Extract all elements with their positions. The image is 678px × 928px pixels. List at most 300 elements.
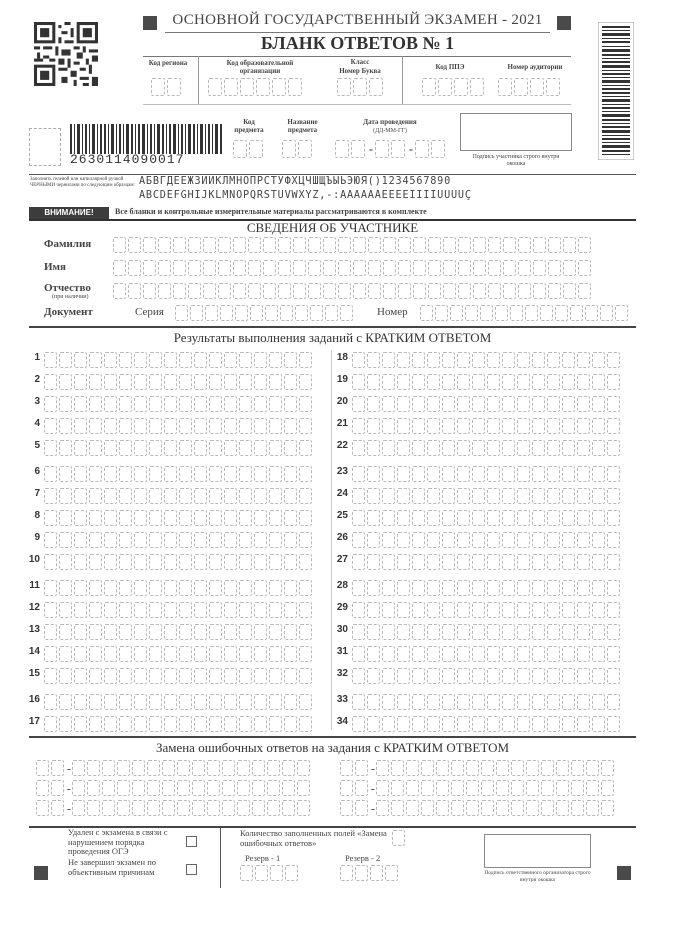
answer-cell[interactable]	[239, 510, 252, 526]
answer-cell[interactable]	[592, 668, 605, 684]
input-cell[interactable]	[158, 283, 171, 299]
answer-cell[interactable]	[352, 352, 365, 368]
answer-cell[interactable]	[487, 646, 500, 662]
answer-cell[interactable]	[547, 488, 560, 504]
answer-cell[interactable]	[397, 418, 410, 434]
answer-cell[interactable]	[517, 532, 530, 548]
answer-cell[interactable]	[104, 554, 117, 570]
replacement-cell[interactable]	[436, 780, 449, 796]
answer-cell[interactable]	[59, 418, 72, 434]
input-cell[interactable]	[188, 237, 201, 253]
input-cell[interactable]	[263, 260, 276, 276]
input-cell[interactable]	[293, 237, 306, 253]
replacement-cell[interactable]	[355, 800, 368, 816]
input-cell[interactable]	[158, 260, 171, 276]
replacement-cell[interactable]	[192, 800, 205, 816]
replacement-cell[interactable]	[147, 800, 160, 816]
region-code-cells[interactable]	[151, 78, 183, 96]
replacement-cell[interactable]	[571, 760, 584, 776]
answer-cell[interactable]	[254, 554, 267, 570]
class-cells[interactable]	[337, 78, 385, 96]
answer-cell[interactable]	[397, 532, 410, 548]
answer-cell[interactable]	[412, 466, 425, 482]
replacement-cell[interactable]	[117, 800, 130, 816]
answer-cell[interactable]	[427, 532, 440, 548]
answer-cell[interactable]	[592, 466, 605, 482]
answer-cell[interactable]	[269, 624, 282, 640]
answer-cell[interactable]	[352, 418, 365, 434]
answer-cell[interactable]	[457, 624, 470, 640]
input-cell[interactable]	[338, 283, 351, 299]
replacement-cell[interactable]	[355, 780, 368, 796]
answer-cell[interactable]	[487, 418, 500, 434]
answer-cell[interactable]	[74, 580, 87, 596]
answer-cell[interactable]	[209, 396, 222, 412]
answer-cell[interactable]	[299, 694, 312, 710]
replacement-cell[interactable]	[511, 760, 524, 776]
input-cell[interactable]	[428, 260, 441, 276]
input-cell[interactable]	[308, 283, 321, 299]
input-cell[interactable]	[503, 237, 516, 253]
answer-cell[interactable]	[104, 668, 117, 684]
answer-cell[interactable]	[577, 646, 590, 662]
answer-cell[interactable]	[472, 532, 485, 548]
answer-cell[interactable]	[607, 602, 620, 618]
answer-cell[interactable]	[397, 466, 410, 482]
input-cell[interactable]	[488, 237, 501, 253]
answer-cell[interactable]	[284, 532, 297, 548]
answer-cell[interactable]	[44, 352, 57, 368]
answer-cell[interactable]	[382, 374, 395, 390]
input-cell[interactable]	[325, 305, 338, 321]
input-cell[interactable]	[233, 237, 246, 253]
input-cell[interactable]	[473, 237, 486, 253]
answer-cell[interactable]	[299, 624, 312, 640]
replacement-cell[interactable]	[511, 800, 524, 816]
answer-cell[interactable]	[382, 580, 395, 596]
input-cell[interactable]	[263, 237, 276, 253]
answer-cell[interactable]	[134, 488, 147, 504]
answer-cell[interactable]	[562, 418, 575, 434]
answer-cell[interactable]	[382, 440, 395, 456]
answer-cell[interactable]	[517, 716, 530, 732]
replacement-task-cells[interactable]	[340, 799, 616, 817]
answer-cell[interactable]	[607, 554, 620, 570]
answer-cell[interactable]	[119, 396, 132, 412]
answer-cell[interactable]	[517, 374, 530, 390]
answer-cell[interactable]	[224, 440, 237, 456]
input-cell[interactable]	[293, 260, 306, 276]
answer-cell[interactable]	[134, 646, 147, 662]
answer-cell[interactable]	[427, 352, 440, 368]
replacement-cell[interactable]	[51, 760, 64, 776]
replacement-task-cells[interactable]	[36, 799, 312, 817]
answer-cell[interactable]	[59, 374, 72, 390]
answer-cell[interactable]	[607, 510, 620, 526]
answer-cell[interactable]	[134, 602, 147, 618]
answer-cell[interactable]	[239, 602, 252, 618]
answer-cell[interactable]	[547, 554, 560, 570]
answer-cell[interactable]	[284, 668, 297, 684]
input-cell[interactable]	[248, 237, 261, 253]
answer-cell[interactable]	[134, 668, 147, 684]
answer-cell[interactable]	[382, 602, 395, 618]
answer-cell[interactable]	[89, 352, 102, 368]
input-cell[interactable]	[525, 305, 538, 321]
answer-row[interactable]	[44, 553, 314, 571]
answer-cell[interactable]	[457, 374, 470, 390]
answer-cell[interactable]	[577, 554, 590, 570]
answer-cell[interactable]	[284, 694, 297, 710]
answer-row[interactable]	[44, 417, 314, 435]
answer-row[interactable]	[352, 601, 622, 619]
answer-cell[interactable]	[164, 488, 177, 504]
answer-cell[interactable]	[397, 716, 410, 732]
replacement-cell[interactable]	[36, 800, 49, 816]
answer-cell[interactable]	[502, 396, 515, 412]
answer-cell[interactable]	[412, 396, 425, 412]
replacement-cell[interactable]	[466, 780, 479, 796]
answer-cell[interactable]	[532, 602, 545, 618]
answer-cell[interactable]	[457, 554, 470, 570]
answer-cell[interactable]	[119, 440, 132, 456]
answer-cell[interactable]	[194, 716, 207, 732]
answer-cell[interactable]	[74, 418, 87, 434]
answer-cell[interactable]	[74, 374, 87, 390]
input-cell[interactable]	[353, 237, 366, 253]
answer-cell[interactable]	[382, 352, 395, 368]
answer-cell[interactable]	[254, 396, 267, 412]
answer-cell[interactable]	[607, 374, 620, 390]
answer-cell[interactable]	[427, 694, 440, 710]
replacement-cell[interactable]	[51, 800, 64, 816]
replacement-cell[interactable]	[162, 760, 175, 776]
answer-cell[interactable]	[382, 532, 395, 548]
answer-cell[interactable]	[397, 602, 410, 618]
answer-cell[interactable]	[517, 510, 530, 526]
answer-cell[interactable]	[134, 624, 147, 640]
answer-cell[interactable]	[382, 488, 395, 504]
answer-cell[interactable]	[89, 374, 102, 390]
answer-cell[interactable]	[284, 466, 297, 482]
answer-cell[interactable]	[472, 418, 485, 434]
input-cell[interactable]	[173, 260, 186, 276]
answer-cell[interactable]	[194, 624, 207, 640]
input-cell[interactable]	[383, 237, 396, 253]
answer-cell[interactable]	[224, 580, 237, 596]
answer-cell[interactable]	[532, 374, 545, 390]
answer-cell[interactable]	[149, 510, 162, 526]
answer-cell[interactable]	[442, 602, 455, 618]
answer-cell[interactable]	[382, 510, 395, 526]
answer-cell[interactable]	[284, 352, 297, 368]
answer-row[interactable]	[44, 645, 314, 663]
answer-cell[interactable]	[164, 374, 177, 390]
answer-cell[interactable]	[472, 510, 485, 526]
answer-cell[interactable]	[412, 716, 425, 732]
answer-cell[interactable]	[269, 668, 282, 684]
answer-cell[interactable]	[179, 668, 192, 684]
answer-cell[interactable]	[104, 602, 117, 618]
answer-cell[interactable]	[517, 602, 530, 618]
answer-cell[interactable]	[89, 440, 102, 456]
answer-cell[interactable]	[502, 374, 515, 390]
replacement-cell[interactable]	[237, 800, 250, 816]
answer-cell[interactable]	[74, 466, 87, 482]
answer-cell[interactable]	[562, 624, 575, 640]
answer-cell[interactable]	[59, 554, 72, 570]
replacement-cell[interactable]	[177, 800, 190, 816]
answer-cell[interactable]	[472, 396, 485, 412]
replacement-cell[interactable]	[451, 800, 464, 816]
answer-cell[interactable]	[89, 646, 102, 662]
replacement-cell[interactable]	[72, 800, 85, 816]
input-cell[interactable]	[398, 237, 411, 253]
answer-cell[interactable]	[532, 580, 545, 596]
answer-row[interactable]	[352, 439, 622, 457]
answer-cell[interactable]	[367, 646, 380, 662]
answer-cell[interactable]	[517, 488, 530, 504]
answer-cell[interactable]	[104, 418, 117, 434]
answer-cell[interactable]	[224, 554, 237, 570]
answer-cell[interactable]	[134, 466, 147, 482]
answer-cell[interactable]	[149, 440, 162, 456]
answer-cell[interactable]	[254, 418, 267, 434]
answer-cell[interactable]	[502, 554, 515, 570]
replacement-cell[interactable]	[162, 800, 175, 816]
input-cell[interactable]	[473, 260, 486, 276]
answer-cell[interactable]	[284, 624, 297, 640]
answer-cell[interactable]	[442, 668, 455, 684]
input-cell[interactable]	[203, 260, 216, 276]
answer-cell[interactable]	[442, 554, 455, 570]
answer-row[interactable]	[44, 667, 314, 685]
name-cells[interactable]	[113, 259, 593, 277]
answer-cell[interactable]	[562, 488, 575, 504]
answer-row[interactable]	[352, 667, 622, 685]
input-cell[interactable]	[443, 283, 456, 299]
answer-cell[interactable]	[179, 440, 192, 456]
subject-code-cells[interactable]	[233, 140, 265, 158]
answer-cell[interactable]	[592, 532, 605, 548]
answer-row[interactable]	[352, 579, 622, 597]
answer-cell[interactable]	[592, 374, 605, 390]
answer-cell[interactable]	[397, 624, 410, 640]
input-cell[interactable]	[495, 305, 508, 321]
answer-cell[interactable]	[382, 716, 395, 732]
answer-cell[interactable]	[164, 440, 177, 456]
answer-cell[interactable]	[179, 646, 192, 662]
input-cell[interactable]	[563, 260, 576, 276]
answer-cell[interactable]	[179, 374, 192, 390]
answer-cell[interactable]	[517, 466, 530, 482]
replacement-cell[interactable]	[192, 780, 205, 796]
answer-cell[interactable]	[457, 352, 470, 368]
answer-cell[interactable]	[517, 440, 530, 456]
replacement-cell[interactable]	[376, 780, 389, 796]
answer-row[interactable]	[352, 693, 622, 711]
answer-cell[interactable]	[224, 396, 237, 412]
replacement-task-cells[interactable]	[340, 759, 616, 777]
input-cell[interactable]	[263, 283, 276, 299]
answer-cell[interactable]	[532, 418, 545, 434]
answer-cell[interactable]	[149, 668, 162, 684]
replacement-cell[interactable]	[556, 800, 569, 816]
answer-cell[interactable]	[44, 466, 57, 482]
answer-cell[interactable]	[239, 554, 252, 570]
answer-cell[interactable]	[104, 716, 117, 732]
answer-cell[interactable]	[487, 624, 500, 640]
answer-cell[interactable]	[472, 602, 485, 618]
answer-cell[interactable]	[209, 668, 222, 684]
input-cell[interactable]	[503, 283, 516, 299]
answer-cell[interactable]	[44, 624, 57, 640]
answer-cell[interactable]	[254, 352, 267, 368]
answer-cell[interactable]	[59, 716, 72, 732]
answer-cell[interactable]	[179, 396, 192, 412]
answer-cell[interactable]	[442, 352, 455, 368]
answer-cell[interactable]	[194, 602, 207, 618]
answer-row[interactable]	[44, 439, 314, 457]
answer-cell[interactable]	[577, 624, 590, 640]
replacement-cell[interactable]	[252, 760, 265, 776]
replacement-cell[interactable]	[132, 780, 145, 796]
answer-cell[interactable]	[592, 418, 605, 434]
input-cell[interactable]	[555, 305, 568, 321]
answer-cell[interactable]	[607, 532, 620, 548]
answer-cell[interactable]	[367, 374, 380, 390]
answer-cell[interactable]	[502, 694, 515, 710]
answer-cell[interactable]	[607, 694, 620, 710]
input-cell[interactable]	[548, 283, 561, 299]
input-cell[interactable]	[398, 260, 411, 276]
answer-cell[interactable]	[547, 646, 560, 662]
replacement-cell[interactable]	[297, 780, 310, 796]
answer-cell[interactable]	[427, 716, 440, 732]
replacement-cell[interactable]	[297, 800, 310, 816]
answer-cell[interactable]	[269, 466, 282, 482]
input-cell[interactable]	[383, 260, 396, 276]
answer-cell[interactable]	[382, 396, 395, 412]
answer-cell[interactable]	[427, 488, 440, 504]
answer-cell[interactable]	[44, 668, 57, 684]
answer-cell[interactable]	[592, 352, 605, 368]
answer-cell[interactable]	[269, 418, 282, 434]
answer-cell[interactable]	[89, 510, 102, 526]
input-cell[interactable]	[413, 283, 426, 299]
answer-cell[interactable]	[104, 488, 117, 504]
answer-cell[interactable]	[547, 694, 560, 710]
replacement-cell[interactable]	[237, 780, 250, 796]
answer-cell[interactable]	[269, 488, 282, 504]
answer-cell[interactable]	[239, 352, 252, 368]
answer-cell[interactable]	[412, 646, 425, 662]
answer-cell[interactable]	[472, 716, 485, 732]
answer-cell[interactable]	[502, 668, 515, 684]
answer-cell[interactable]	[269, 352, 282, 368]
answer-cell[interactable]	[487, 374, 500, 390]
answer-cell[interactable]	[149, 624, 162, 640]
answer-cell[interactable]	[427, 466, 440, 482]
answer-cell[interactable]	[284, 580, 297, 596]
answer-row[interactable]	[44, 693, 314, 711]
answer-cell[interactable]	[442, 580, 455, 596]
answer-cell[interactable]	[149, 466, 162, 482]
input-cell[interactable]	[353, 283, 366, 299]
answer-cell[interactable]	[59, 510, 72, 526]
answer-cell[interactable]	[502, 646, 515, 662]
answer-cell[interactable]	[104, 624, 117, 640]
answer-cell[interactable]	[149, 716, 162, 732]
answer-cell[interactable]	[427, 554, 440, 570]
answer-cell[interactable]	[352, 374, 365, 390]
input-cell[interactable]	[113, 237, 126, 253]
replacement-cell[interactable]	[496, 800, 509, 816]
answer-cell[interactable]	[74, 488, 87, 504]
answer-cell[interactable]	[74, 668, 87, 684]
answer-cell[interactable]	[164, 352, 177, 368]
answer-cell[interactable]	[367, 554, 380, 570]
answer-cell[interactable]	[164, 418, 177, 434]
input-cell[interactable]	[510, 305, 523, 321]
answer-cell[interactable]	[164, 554, 177, 570]
answer-cell[interactable]	[547, 418, 560, 434]
input-cell[interactable]	[368, 260, 381, 276]
input-cell[interactable]	[235, 305, 248, 321]
answer-cell[interactable]	[577, 510, 590, 526]
answer-cell[interactable]	[239, 440, 252, 456]
replacement-cell[interactable]	[207, 760, 220, 776]
answer-cell[interactable]	[119, 646, 132, 662]
answer-cell[interactable]	[607, 580, 620, 596]
input-cell[interactable]	[458, 237, 471, 253]
answer-cell[interactable]	[89, 716, 102, 732]
input-cell[interactable]	[323, 237, 336, 253]
answer-cell[interactable]	[577, 418, 590, 434]
answer-cell[interactable]	[577, 440, 590, 456]
input-cell[interactable]	[518, 283, 531, 299]
input-cell[interactable]	[220, 305, 233, 321]
answer-cell[interactable]	[592, 602, 605, 618]
answer-cell[interactable]	[397, 440, 410, 456]
answer-cell[interactable]	[367, 716, 380, 732]
answer-cell[interactable]	[119, 716, 132, 732]
answer-cell[interactable]	[104, 532, 117, 548]
input-cell[interactable]	[113, 260, 126, 276]
answer-cell[interactable]	[209, 554, 222, 570]
answer-cell[interactable]	[44, 716, 57, 732]
answer-cell[interactable]	[44, 396, 57, 412]
answer-cell[interactable]	[119, 694, 132, 710]
ppe-code-cells[interactable]	[422, 78, 486, 96]
input-cell[interactable]	[205, 305, 218, 321]
answer-cell[interactable]	[442, 466, 455, 482]
input-cell[interactable]	[158, 237, 171, 253]
answer-cell[interactable]	[284, 510, 297, 526]
answer-cell[interactable]	[517, 352, 530, 368]
answer-cell[interactable]	[412, 580, 425, 596]
answer-cell[interactable]	[164, 646, 177, 662]
replacement-cell[interactable]	[207, 780, 220, 796]
answer-cell[interactable]	[367, 418, 380, 434]
answer-cell[interactable]	[209, 488, 222, 504]
answer-cell[interactable]	[577, 466, 590, 482]
answer-cell[interactable]	[164, 602, 177, 618]
answer-cell[interactable]	[179, 466, 192, 482]
answer-cell[interactable]	[502, 716, 515, 732]
answer-cell[interactable]	[89, 580, 102, 596]
replacement-cell[interactable]	[496, 780, 509, 796]
